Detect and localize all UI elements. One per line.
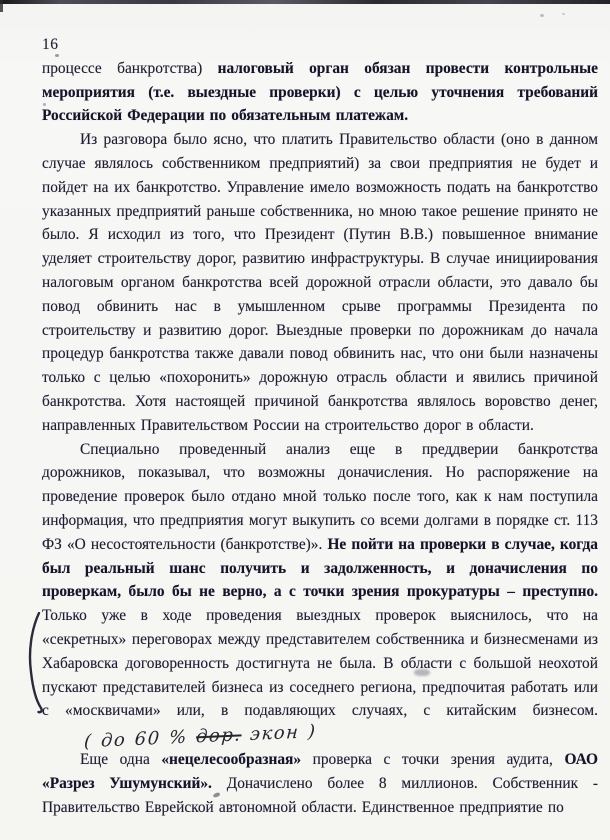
document-text	[42, 57, 598, 820]
text-run: процессе банкротства)	[42, 59, 218, 77]
bold-run: ОАО «Разрез Ушумунский».	[42, 750, 598, 792]
document-content	[42, 33, 598, 819]
text-run: Из разговора было ясно, что платить Правительство области (оно в данном случае являлось собственником предприятий) за свои предприятия не будет и пойдет на их банкротство. Управление имело возможность подать на банкротство указанных предприятий раньше собственника, но мною такое решение принято не было. Я исходил из того, что Президент (Путин В.В.) повышенное внимание уделяет строительству дорог, развитию инфраструктуры. В случае инициирования налоговым органом банкротства всей дорожной отрасли области, это давало бы повод обвинить нас в умышленном срыве программы Президента по строительству и развитию дорог. Выездные проверки по дорожникам до начала процедур банкротства также давали повод обвинить нас, что они были назначены только с целью «похоронить» дорожную отрасль области и явились причиной банкротства. Хотя настоящей причиной банкротства являлось воровство денег, направленных Правительством России на строительство дорог в области.	[42, 131, 598, 434]
scan-speck	[55, 54, 59, 57]
text-run: Специально проведенный анализ еще в преддверии банкротства дорожников, показывал, что возможны доначисления. Но распоряжение на проведение проверок было отдано мной только после того, как к нам поступила информация, что предприятия могут выкупить со всеми долгами в порядке ст. 113 ФЗ «О несостоятельности (банкротстве)».	[42, 440, 598, 553]
handwritten-run: экон )	[240, 721, 318, 746]
scan-top-edge-artifact	[0, 0, 610, 4]
scan-speck	[586, 455, 589, 457]
text-run: Доначислено более 8 миллионов. Собственник - Правительство Еврейской автономной области. Единственное предприятие по	[42, 774, 598, 816]
margin-pen-mark	[26, 612, 44, 716]
handwritten-run: ( до 60 %	[83, 726, 197, 753]
paragraph-1	[42, 57, 598, 128]
paragraph-2	[42, 128, 598, 437]
scan-smudge	[414, 669, 430, 676]
text-run: Только уже в ходе проведения выездных проверок выяснилось, что на «секретных» переговорах между представителем собственника и бизнесменами из Хабаровска договоренность достигнута не была. В области с большой неохотой пускают представителей бизнеса из соседнего региона, предпочитая работать или с «москвичами» или, в подавляющих случаях, с китайским бизнесом.	[42, 607, 598, 720]
text-run: Еще одна	[80, 750, 162, 768]
scan-speck	[43, 103, 46, 106]
text-run: проверка с точки зрения аудита,	[301, 750, 565, 768]
scan-speck	[540, 14, 544, 17]
bold-run: «нецелесообразная»	[161, 750, 302, 768]
scan-corner-artifact	[0, 0, 3, 12]
page-number: 16	[42, 36, 59, 53]
bold-run: налоговый орган обязан провести контрольные мероприятия (т.е. выездные проверки) с целью уточнения требований Российской Федерации по обязательным платежам.	[42, 59, 598, 125]
scan-speck	[562, 13, 565, 15]
paragraph-4	[42, 748, 598, 819]
paragraph-3	[42, 438, 598, 753]
handwritten-run: дор.	[195, 724, 243, 748]
bold-run: Не пойти на проверки в случае, когда был реальный шанс получить и задолженность, и доначисления по проверкам, было бы не верно, а с точки зрения прокуратуры – преступно.	[42, 535, 598, 601]
